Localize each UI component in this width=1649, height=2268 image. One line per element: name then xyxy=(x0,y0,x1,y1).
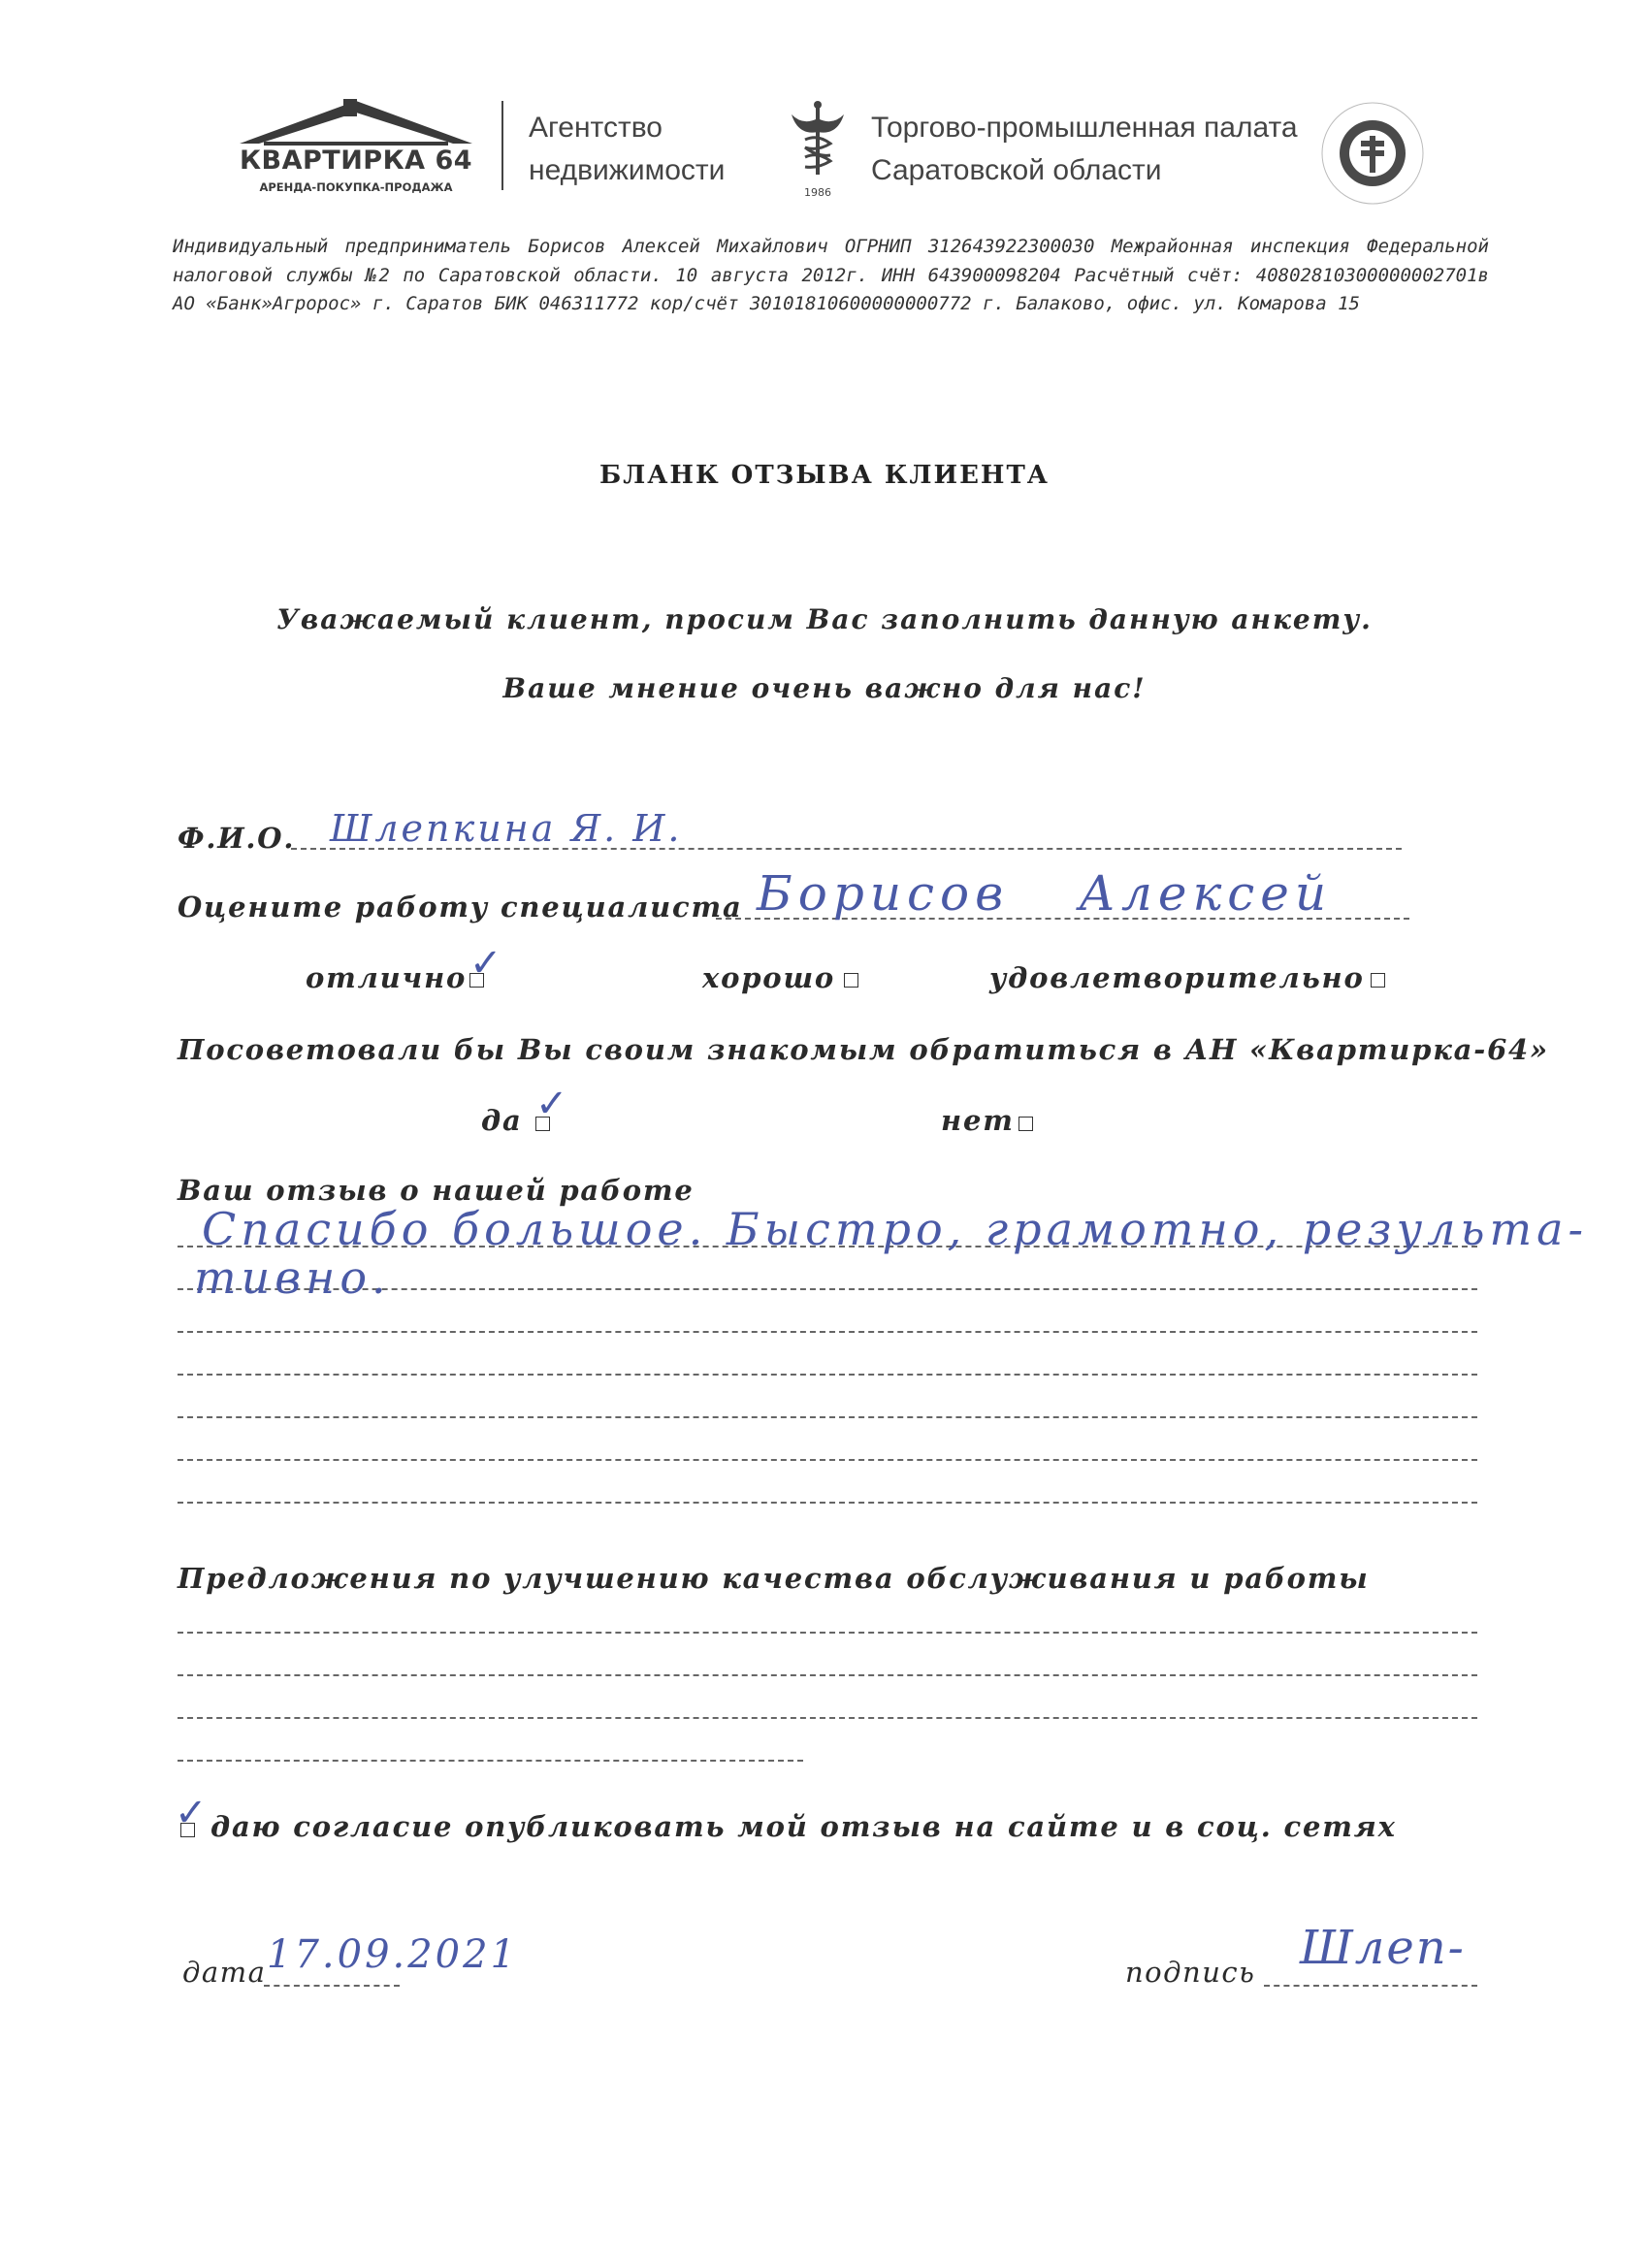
option-good-label: хорошо xyxy=(702,961,836,994)
option-excellent-label: отлично xyxy=(306,961,468,994)
suggestions-label: Предложения по улучшению качества обслуживания и работы xyxy=(178,1562,1370,1595)
logo-title: КВАРТИРКА 64 xyxy=(239,146,473,176)
review-line xyxy=(178,1374,1477,1376)
rate-specialist-label: Оцените работу специалиста xyxy=(178,891,743,923)
review-label: Ваш отзыв о нашей работе xyxy=(178,1174,695,1207)
consent-checkmark-icon: ✓ xyxy=(175,1791,208,1835)
agency-line-2: недвижимости xyxy=(529,154,726,186)
signature-underline xyxy=(1264,1985,1477,1987)
suggestion-line xyxy=(178,1760,803,1762)
fio-field[interactable]: Шлепкина Я. И. xyxy=(330,807,683,850)
suggestion-line xyxy=(178,1632,1477,1634)
chamber-line-1: Торгово-промышленная палата xyxy=(871,112,1298,144)
suggestion-line xyxy=(178,1717,1477,1719)
recommend-question: Посоветовали бы Вы своим знакомым обратиться в АН «Квартирка-64» xyxy=(178,1033,1549,1066)
yes-checkmark-icon: ✓ xyxy=(535,1082,568,1126)
review-line xyxy=(178,1502,1477,1504)
review-line xyxy=(178,1416,1477,1418)
option-satisfactory-checkbox[interactable] xyxy=(1371,973,1385,988)
agency-name xyxy=(529,107,725,192)
logo-subtitle: АРЕНДА-ПОКУПКА-ПРОДАЖА xyxy=(259,180,453,194)
chamber-line-2: Саратовской области xyxy=(871,154,1162,186)
option-satisfactory-label: удовлетворительно xyxy=(989,961,1365,994)
signature-field[interactable]: Шлеп- xyxy=(1300,1921,1466,1975)
specialist-field[interactable]: Борисов Алексей xyxy=(757,865,1333,922)
review-text-line-2[interactable]: тивно. xyxy=(194,1251,391,1304)
signature-label: подпись xyxy=(1125,1956,1256,1989)
excellent-checkmark-icon: ✓ xyxy=(469,941,502,986)
review-text-line-1[interactable]: Спасибо большое. Быстро, грамотно, результа- xyxy=(202,1203,1589,1255)
consent-label: даю согласие опубликовать мой отзыв на сайте и в соц. сетях xyxy=(210,1810,1397,1843)
company-requisites: Индивидуальный предприниматель Борисов Алексей Михайлович ОГРНИП 312643922300030 Межрайонная инспекция Федеральной налоговой службы №2 по Саратовской области. 10 августа 2012г. ИНН 643900098204 Расчётный счёт: 40802810300000002701в АО «Банк»Агророс» г. Саратов БИК 046311772 кор/счёт 30101810600000000772 г. Балаково, офис. ул. Комарова 15 xyxy=(173,236,1489,314)
chamber-emblem-icon xyxy=(784,97,852,206)
svg-text:1986: 1986 xyxy=(804,186,831,199)
option-good-checkbox[interactable] xyxy=(844,973,858,988)
chamber-name xyxy=(871,107,1298,192)
greeting-line-1: Уважаемый клиент, просим Вас заполнить данную анкету. xyxy=(276,603,1373,635)
date-field[interactable]: 17.09.2021 xyxy=(267,1932,519,1977)
form-title: БЛАНК ОТЗЫВА КЛИЕНТА xyxy=(599,461,1050,490)
review-line xyxy=(178,1331,1477,1333)
fio-label: Ф.И.О. xyxy=(178,822,296,855)
review-line xyxy=(178,1459,1477,1461)
suggestion-line xyxy=(178,1674,1477,1676)
date-label: дата xyxy=(182,1956,267,1989)
agency-line-1: Агентство xyxy=(529,112,663,144)
recommend-yes-label: да xyxy=(481,1104,523,1137)
header-divider xyxy=(501,101,503,190)
realtors-union-seal-icon xyxy=(1305,97,1436,209)
recommend-no-label: нет xyxy=(941,1104,1015,1137)
date-underline xyxy=(264,1985,400,1987)
recommend-no-checkbox[interactable] xyxy=(1018,1117,1033,1131)
greeting-line-2: Ваше мнение очень важно для нас! xyxy=(502,672,1147,704)
